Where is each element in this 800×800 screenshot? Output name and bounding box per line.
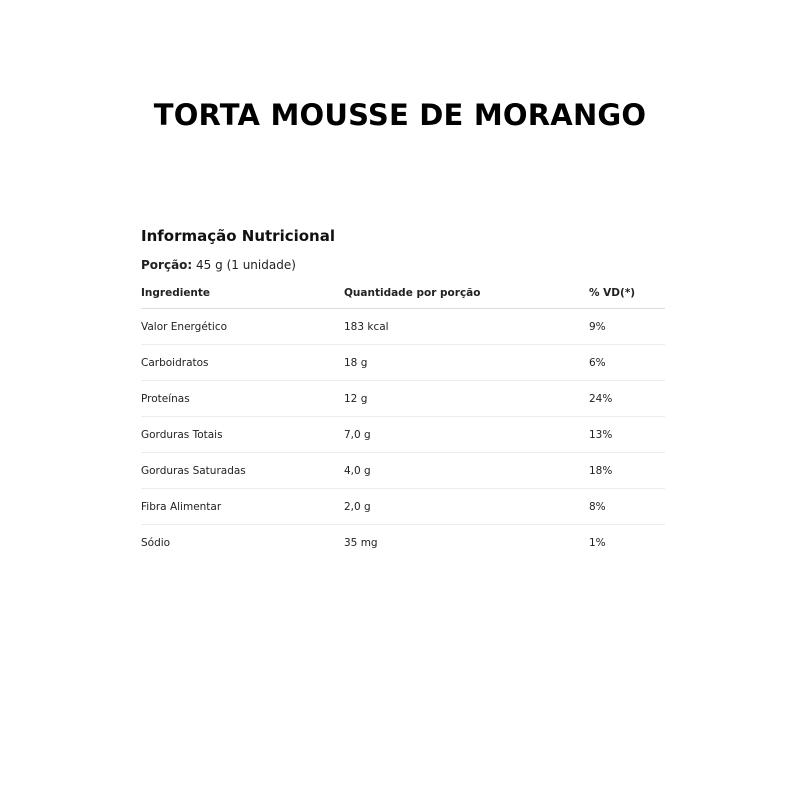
ingredient-name: Valor Energético (141, 309, 344, 345)
ingredient-amount: 2,0 g (344, 489, 589, 525)
ingredient-daily-value: 8% (589, 489, 665, 525)
ingredient-daily-value: 1% (589, 536, 606, 549)
table-row (141, 489, 665, 525)
ingredient-daily-value: 9% (589, 309, 665, 345)
portion-label: Porção: (141, 258, 193, 272)
ingredient-amount: 7,0 g (344, 417, 589, 453)
column-header-daily-value: % VD(*) (589, 284, 665, 309)
table-row (141, 525, 665, 561)
ingredient-amount: 35 mg (344, 536, 378, 549)
ingredient-name: Gorduras Saturadas (141, 453, 344, 489)
ingredient-name: Sódio (141, 536, 171, 549)
ingredient-name: Carboidratos (141, 345, 344, 381)
ingredient-amount: 12 g (344, 381, 589, 417)
table-row (141, 381, 665, 417)
table-row (141, 417, 665, 453)
ingredient-daily-value: 13% (589, 417, 665, 453)
nutrition-panel (141, 224, 665, 560)
product-title: TORTA MOUSSE DE MORANGO (153, 98, 647, 132)
ingredient-daily-value: 18% (589, 453, 665, 489)
table-header-row (141, 284, 665, 309)
ingredient-name: Proteínas (141, 381, 344, 417)
ingredient-amount: 18 g (344, 345, 589, 381)
nutrition-table (141, 284, 665, 560)
portion-value: 45 g (1 unidade) (196, 258, 296, 272)
ingredient-amount: 4,0 g (344, 453, 589, 489)
table-row (141, 309, 665, 345)
table-row (141, 345, 665, 381)
ingredient-name: Fibra Alimentar (141, 489, 344, 525)
ingredient-daily-value: 6% (589, 345, 665, 381)
ingredient-name: Gorduras Totais (141, 417, 344, 453)
portion-info (141, 257, 665, 273)
table-row (141, 453, 665, 489)
ingredient-daily-value: 24% (589, 381, 665, 417)
nutrition-heading: Informação Nutricional (141, 227, 336, 245)
column-header-ingredient: Ingrediente (141, 284, 344, 309)
column-header-amount: Quantidade por porção (344, 284, 589, 309)
ingredient-amount: 183 kcal (344, 309, 589, 345)
